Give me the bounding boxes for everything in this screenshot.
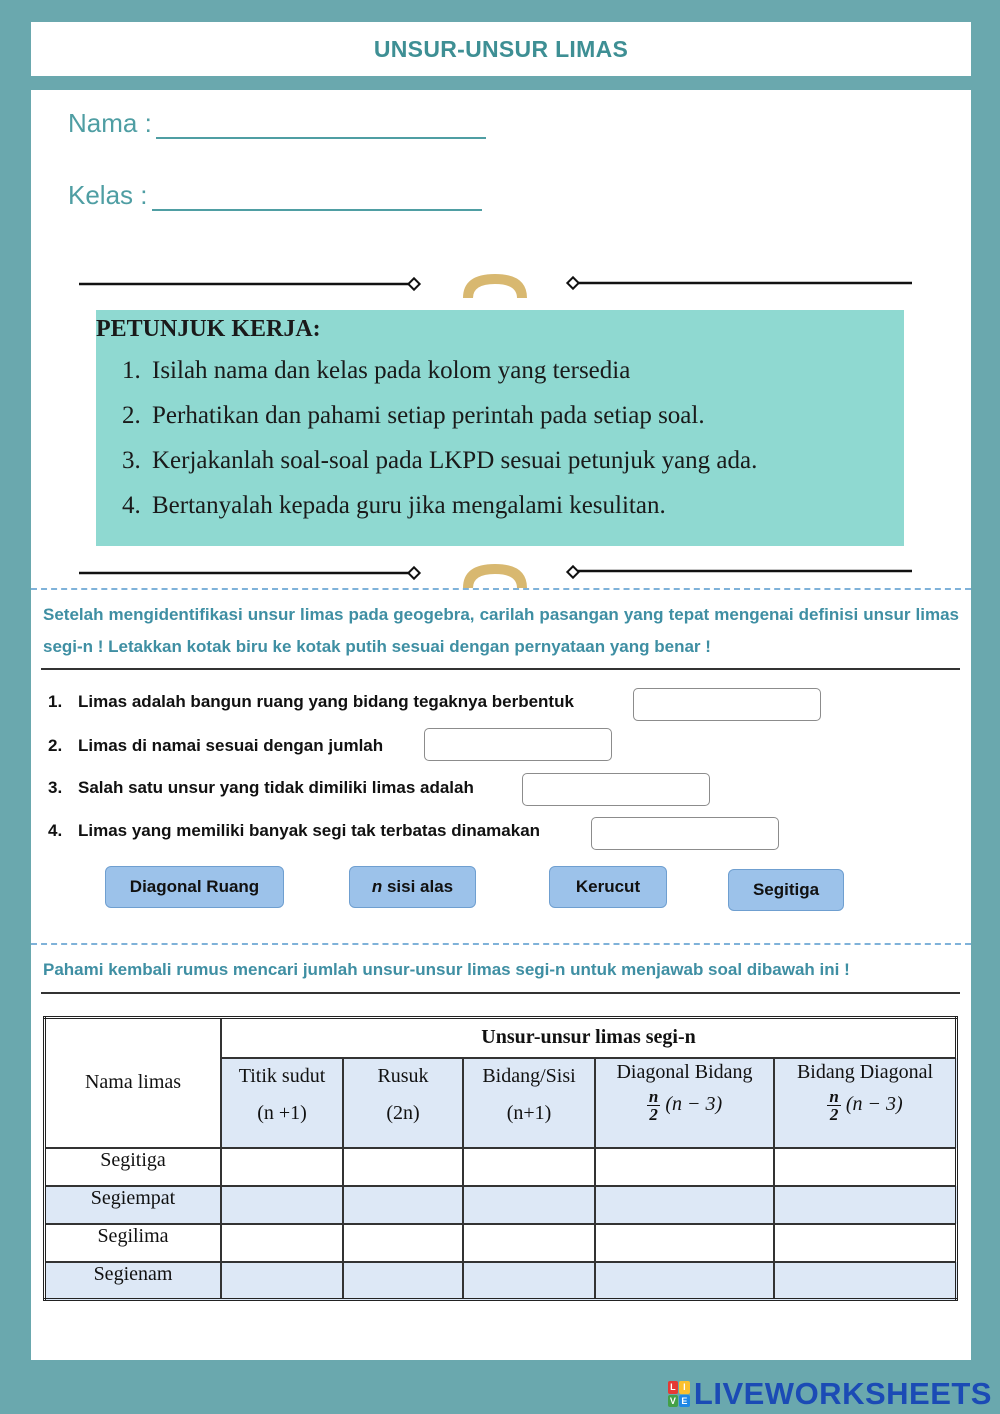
col-header-titik-sudut: Titik sudut (n +1) (221, 1058, 343, 1148)
ornament-divider-bottom (79, 558, 912, 588)
question-1: 1. Limas adalah bangun ruang yang bidang tegaknya berbentuk (48, 692, 574, 711)
answer-cell[interactable] (595, 1186, 774, 1224)
section2-rule (41, 992, 960, 994)
class-label: Kelas : (68, 180, 148, 210)
table-corner-header: Nama limas (45, 1018, 222, 1148)
liveworksheets-brand[interactable] (668, 1376, 992, 1412)
answer-cell[interactable] (774, 1186, 957, 1224)
section2-instruction: Pahami kembali rumus mencari jumlah unsur-unsur limas segi-n untuk menjawab soal dibawah ini ! (43, 960, 850, 979)
section-separator (31, 943, 971, 945)
section1-instruction: Setelah mengidentifikasi unsur limas pada geogebra, carilah pasangan yang tepat mengenai definisi unsur limas segi-n ! Letakkan kotak biru ke kotak putih sesuai dengan pernyataan yang benar ! (43, 605, 959, 656)
table-row (45, 1262, 957, 1300)
answer-dropzone-3[interactable] (522, 773, 710, 806)
answer-cell[interactable] (343, 1186, 463, 1224)
name-field[interactable] (156, 115, 486, 139)
answer-cell[interactable] (463, 1224, 595, 1262)
brand-text: LIVEWORKSHEETS (693, 1376, 992, 1411)
ornament-divider-top (79, 270, 912, 300)
answer-cell[interactable] (221, 1224, 343, 1262)
option-n-sisi-alas[interactable]: n sisi alas (349, 866, 476, 908)
table-row (45, 1186, 957, 1224)
answer-dropzone-4[interactable] (591, 817, 779, 850)
option-diagonal-ruang[interactable]: Diagonal Ruang (105, 866, 284, 908)
liveworksheets-logo-icon: L I V E (669, 1382, 688, 1406)
col-header-diagonal-bidang: Diagonal Bidang $\frac{n}{2}$ (n − 3) (595, 1058, 774, 1148)
instruction-item: 4. Bertanyalah kepada guru jika mengalami kesulitan. (122, 492, 666, 519)
answer-cell[interactable] (774, 1148, 957, 1186)
page-title: UNSUR-UNSUR LIMAS (31, 22, 971, 76)
row-label: Segiempat (45, 1186, 222, 1224)
instructions-title: PETUNJUK KERJA: (96, 316, 321, 342)
instruction-item: 1. Isilah nama dan kelas pada kolom yang tersedia (122, 357, 631, 384)
table-group-header: Unsur-unsur limas segi-n (221, 1018, 957, 1058)
instruction-item: 2. Perhatikan dan pahami setiap perintah pada setiap soal. (122, 402, 705, 429)
col-header-bidang-diagonal: Bidang Diagonal $\frac{n}{2}$ (n − 3) (774, 1058, 957, 1148)
elements-table (43, 1016, 958, 1301)
answer-cell[interactable] (343, 1262, 463, 1300)
answer-dropzone-2[interactable] (424, 728, 612, 761)
answer-cell[interactable] (221, 1148, 343, 1186)
option-kerucut[interactable]: Kerucut (549, 866, 667, 908)
answer-cell[interactable] (221, 1262, 343, 1300)
answer-cell[interactable] (595, 1224, 774, 1262)
answer-cell[interactable] (774, 1262, 957, 1300)
name-row (68, 108, 486, 139)
class-field[interactable] (152, 187, 482, 211)
answer-cell[interactable] (595, 1262, 774, 1300)
answer-cell[interactable] (595, 1148, 774, 1186)
row-label: Segienam (45, 1262, 222, 1300)
answer-dropzone-1[interactable] (633, 688, 821, 721)
answer-cell[interactable] (221, 1186, 343, 1224)
section-separator (31, 588, 971, 590)
answer-cell[interactable] (343, 1224, 463, 1262)
class-row (68, 180, 482, 211)
question-4: 4. Limas yang memiliki banyak segi tak terbatas dinamakan (48, 821, 541, 840)
row-label: Segilima (45, 1224, 222, 1262)
instruction-item: 3. Kerjakanlah soal-soal pada LKPD sesuai petunjuk yang ada. (122, 447, 758, 474)
option-segitiga[interactable]: Segitiga (728, 869, 844, 911)
answer-cell[interactable] (343, 1148, 463, 1186)
question-3: 3. Salah satu unsur yang tidak dimiliki limas adalah (48, 778, 474, 797)
instructions-list (122, 348, 757, 528)
col-header-bidang-sisi: Bidang/Sisi (n+1) (463, 1058, 595, 1148)
instructions-box (96, 310, 904, 546)
row-label: Segitiga (45, 1148, 222, 1186)
question-2: 2. Limas di namai sesuai dengan jumlah (48, 736, 384, 755)
section1-rule (41, 668, 960, 670)
col-header-rusuk: Rusuk (2n) (343, 1058, 463, 1148)
table-row (45, 1148, 957, 1186)
answer-cell[interactable] (463, 1148, 595, 1186)
worksheet (31, 90, 971, 1360)
answer-cell[interactable] (463, 1262, 595, 1300)
answer-cell[interactable] (463, 1186, 595, 1224)
answer-cell[interactable] (774, 1224, 957, 1262)
name-label: Nama : (68, 108, 152, 138)
table-row (45, 1224, 957, 1262)
